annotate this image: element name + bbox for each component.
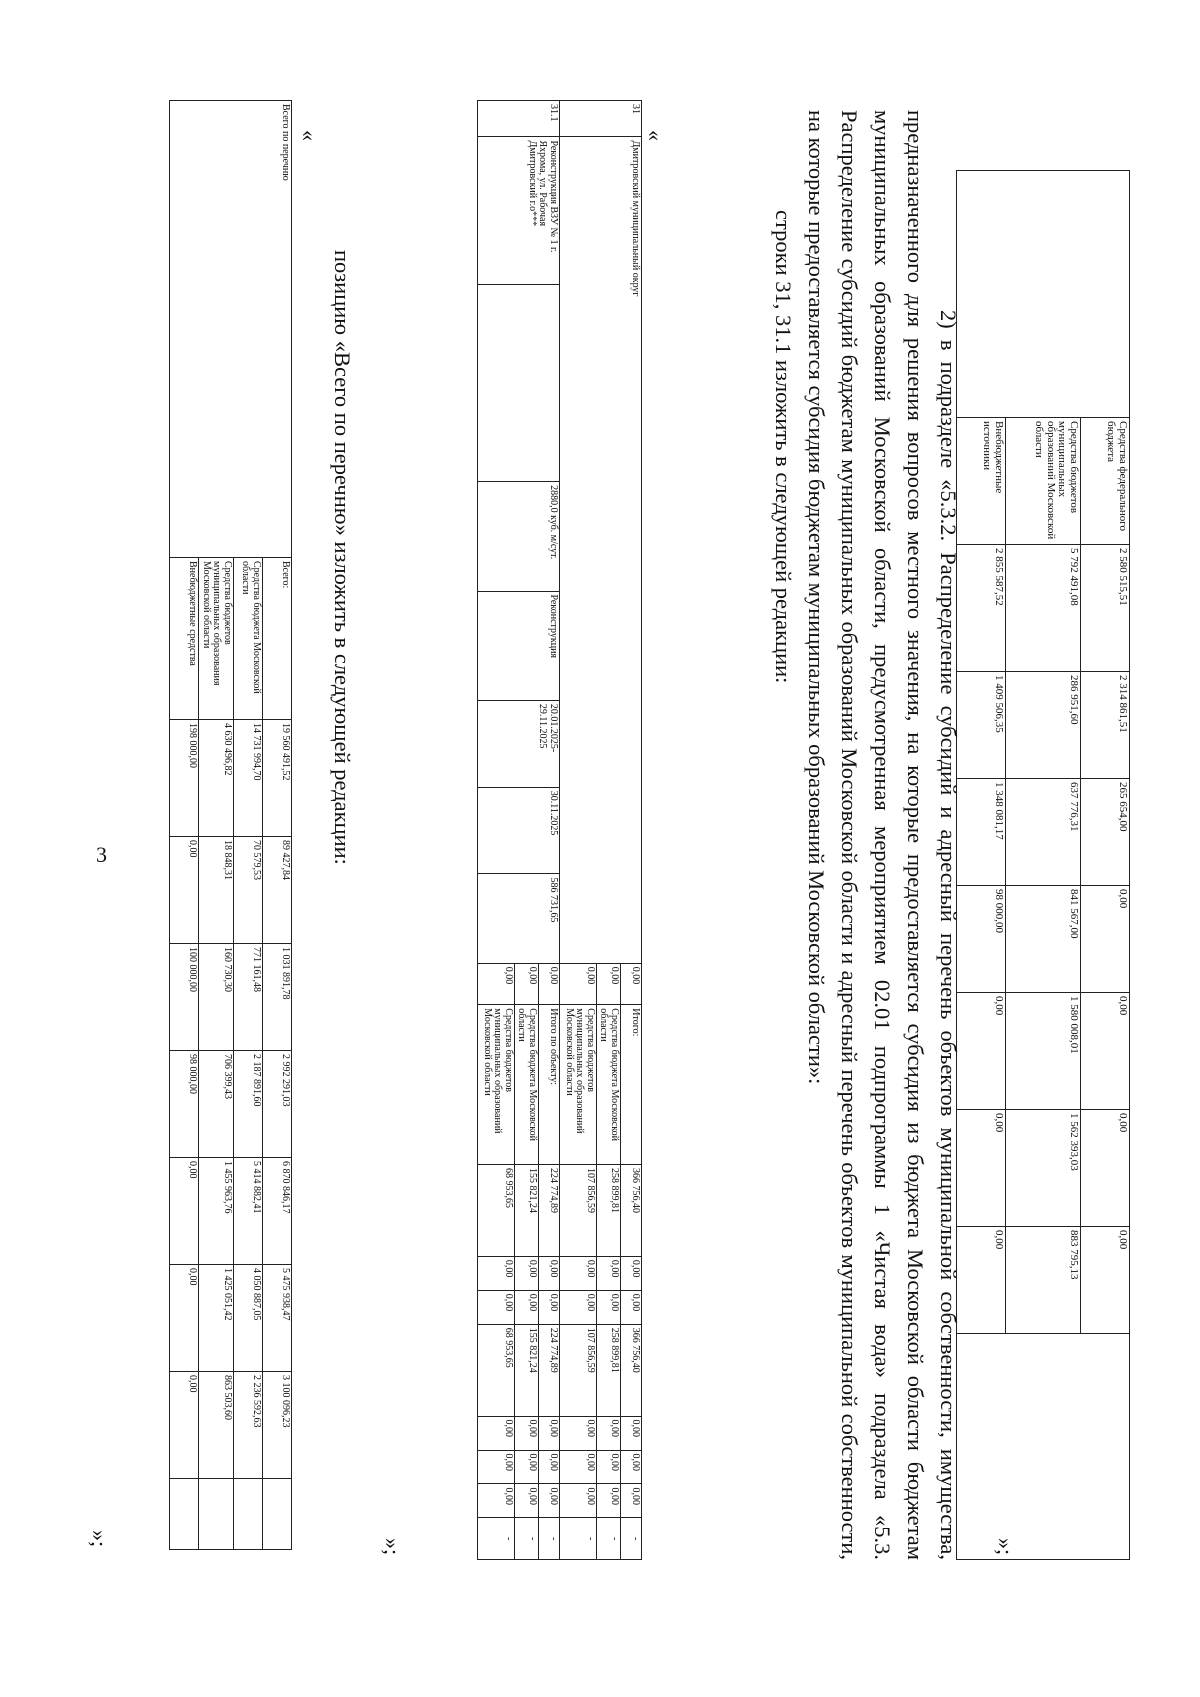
- table-cell: 0,00: [170, 1372, 199, 1479]
- table-row: [1081, 171, 1130, 1560]
- source-label: Средства бюджета Московской области: [515, 1005, 539, 1165]
- funding-table-continuation: [956, 170, 1130, 1560]
- table-cell: 0,00: [597, 1484, 621, 1518]
- table-cell: 0,00: [597, 963, 621, 1005]
- position-replacement-text: позицию «Всего по перечню» изложить в следующей редакции:: [330, 250, 355, 865]
- table-cell: 0,00: [515, 1290, 539, 1324]
- table-cell: 0,00: [539, 1484, 560, 1518]
- capacity: 2880,0 куб. м/сут.: [478, 482, 560, 591]
- table-cell: 863 503,60: [199, 1372, 234, 1479]
- table-cell: 89 427,84: [263, 837, 292, 944]
- closing-quote: »;: [380, 1538, 405, 1556]
- table-cell: 366 756,40: [621, 1324, 642, 1416]
- table-cell: 0,00: [957, 1110, 1006, 1227]
- table-cell: 0,00: [560, 1416, 597, 1450]
- table-cell: 1 409 506,35: [957, 672, 1006, 779]
- table-cell: 0,00: [170, 1265, 199, 1372]
- table-cell: 0,00: [539, 1290, 560, 1324]
- table-cell: 1 425 051,42: [199, 1265, 234, 1372]
- table-cell: 0,00: [560, 963, 597, 1005]
- source-label: Итого:: [621, 1005, 642, 1165]
- table-cell: 0,00: [539, 963, 560, 1005]
- table-row: [1006, 171, 1081, 1560]
- amendment-paragraph: [767, 110, 965, 1560]
- table-cell: 366 756,40: [621, 1165, 642, 1257]
- table-cell: 0,00: [1081, 1110, 1130, 1227]
- work-dates: 20.01.2025-29.11.2025: [478, 700, 560, 787]
- table-cell: 2 855 587,52: [957, 545, 1006, 672]
- table-cell: 14 731 994,70: [234, 720, 263, 837]
- source-label: Внебюджетные средства: [170, 558, 199, 720]
- source-label: Средства бюджета Московской области: [597, 1005, 621, 1165]
- table-cell: 224 774,89: [539, 1324, 560, 1416]
- table-row: [263, 101, 292, 1550]
- table-cell: 258 899,81: [597, 1165, 621, 1257]
- table-cell: 100 000,00: [170, 944, 199, 1051]
- table-cell: 155 821,24: [515, 1324, 539, 1416]
- table-cell: 5 475 938,47: [263, 1265, 292, 1372]
- table-cell: 0,00: [1081, 993, 1130, 1110]
- table-cell: 155 821,24: [515, 1165, 539, 1257]
- table-cell: 771 161,48: [234, 944, 263, 1051]
- table-cell: 5 414 882,41: [234, 1158, 263, 1265]
- paragraph-sub-text: строки 31, 31.1 изложить в следующей редакции:: [771, 210, 796, 684]
- table-cell: 2 314 861,51: [1081, 672, 1130, 779]
- end-date: 30.11.2025: [478, 787, 560, 874]
- table-cell: 68 953,65: [478, 1324, 515, 1416]
- table-cell: 0,00: [597, 1256, 621, 1290]
- table-cell: 0,00: [539, 1416, 560, 1450]
- table-cell: 107 856,59: [560, 1324, 597, 1416]
- table-cell: 0,00: [1081, 886, 1130, 993]
- paragraph-main-text: 2) в подразделе «5.3.2. Распределение субсидий и адресный перечень объектов муниципальной собственности, имущества, предназначенного для решения вопросов местного значения, на которые предоставляется субсидия из бюджета Московской области бюджетам муниципальных образований Московской области, предусмотренная мероприятием 02.01 подпрограммы 1 «Чистая вода» подраздела «5.3. Распределение субсидий бюджетам муниципальных образований Московской области и адресный перечень объектов муниципальной собственности, на которые предоставляется субсидия бюджетам муниципальных образований Московской области»:: [804, 110, 961, 1560]
- table-cell: 0,00: [539, 1450, 560, 1484]
- table-cell: 1 455 963,76: [199, 1158, 234, 1265]
- table-cell: -: [478, 1518, 515, 1560]
- row-number: 31: [560, 101, 642, 137]
- source-label: Средства бюджетов муниципальных образования Московской области: [199, 558, 234, 720]
- source-label: Средства бюджетов муниципальных образований Московской области: [1006, 418, 1081, 545]
- table-cell: 0,00: [170, 837, 199, 944]
- table-cell: 6 870 846,17: [263, 1158, 292, 1265]
- table-cell: 0,00: [478, 1290, 515, 1324]
- table-cell: 5 792 491,08: [1006, 545, 1081, 672]
- table-cell: 0,00: [560, 1450, 597, 1484]
- table-cell: -: [597, 1518, 621, 1560]
- table-cell: 0,00: [478, 1450, 515, 1484]
- closing-quote: »;: [87, 1530, 112, 1548]
- table-cell: 198 000,00: [170, 720, 199, 837]
- table-cell: 0,00: [957, 993, 1006, 1110]
- table-cell: 258 899,81: [597, 1324, 621, 1416]
- table-cell: 265 654,00: [1081, 779, 1130, 886]
- source-label: Средства бюджетов муниципальных образований Московской области: [478, 1005, 515, 1165]
- table-cell: 160 730,30: [199, 944, 234, 1051]
- table-cell: 98 000,00: [957, 886, 1006, 993]
- table-cell: 0,00: [515, 1450, 539, 1484]
- closing-quote: »;: [993, 1538, 1018, 1556]
- source-label: Всего:: [263, 558, 292, 720]
- total-table: [170, 100, 293, 1550]
- table-cell: 0,00: [515, 963, 539, 1005]
- table-cell: -: [515, 1518, 539, 1560]
- table-cell: -: [560, 1518, 597, 1560]
- table-cell: 841 567,00: [1006, 886, 1081, 993]
- table-cell: 0,00: [957, 1227, 1006, 1334]
- table-cell: 2 580 515,51: [1081, 545, 1130, 672]
- table-cell: 224 774,89: [539, 1165, 560, 1257]
- table-cell: 3 100 096,23: [263, 1372, 292, 1479]
- rotated-landscape-content: [70, 90, 1130, 1580]
- table-cell: 706 399,43: [199, 1051, 234, 1158]
- table-cell: 0,00: [560, 1484, 597, 1518]
- work-type: Реконструкция: [478, 591, 560, 700]
- table-cell: 0,00: [621, 1450, 642, 1484]
- table-cell: 4 630 496,82: [199, 720, 234, 837]
- source-label: Средства федерального бюджета: [1081, 418, 1130, 545]
- source-label: Итого по объекту:: [539, 1005, 560, 1165]
- table-cell: 1 580 008,01: [1006, 993, 1081, 1110]
- table-cell: 0,00: [515, 1484, 539, 1518]
- table-cell: 0,00: [560, 1290, 597, 1324]
- table-cell: 0,00: [560, 1256, 597, 1290]
- source-label: Средства бюджетов муниципальных образований Московской области: [560, 1005, 597, 1165]
- table-cell: 0,00: [621, 1484, 642, 1518]
- table-cell: 2 236 592,63: [234, 1372, 263, 1479]
- table-cell: 0,00: [170, 1158, 199, 1265]
- table-cell: 0,00: [515, 1256, 539, 1290]
- table-cell: 0,00: [597, 1416, 621, 1450]
- table-cell: 4 050 887,05: [234, 1265, 263, 1372]
- table-cell: 2 187 891,60: [234, 1051, 263, 1158]
- table-cell: 2 992 291,03: [263, 1051, 292, 1158]
- object-cost: 586 731,65: [478, 874, 560, 963]
- table-cell: 0,00: [515, 1416, 539, 1450]
- table-cell: 0,00: [621, 963, 642, 1005]
- table-cell: 0,00: [597, 1450, 621, 1484]
- object-name: Реконструкция ВЗУ № 1 г. Яхрома, ул. Рабочая Дмитровский г.о***: [478, 137, 560, 284]
- table-cell: 70 579,53: [234, 837, 263, 944]
- table-cell: 637 776,31: [1006, 779, 1081, 886]
- table-cell: 1 031 891,78: [263, 944, 292, 1051]
- table-cell: 1 562 393,03: [1006, 1110, 1081, 1227]
- table-row: [539, 101, 560, 1560]
- table-cell: 0,00: [1081, 1227, 1130, 1334]
- table-cell: 0,00: [621, 1256, 642, 1290]
- table-cell: 0,00: [597, 1290, 621, 1324]
- rows-31-table: [477, 100, 642, 1560]
- municipality-name: Дмитровский муниципальный округ: [560, 137, 642, 963]
- table-cell: 0,00: [478, 963, 515, 1005]
- source-label: Внебюджетные источники: [957, 418, 1006, 545]
- page-number: 3: [96, 842, 107, 867]
- table-cell: 18 848,31: [199, 837, 234, 944]
- table-cell: 0,00: [478, 1256, 515, 1290]
- table-cell: 107 856,59: [560, 1165, 597, 1257]
- table-cell: 19 560 491,52: [263, 720, 292, 837]
- row-number: 31.1: [478, 101, 560, 137]
- table-cell: 0,00: [621, 1416, 642, 1450]
- source-label: Средства бюджета Московской области: [234, 558, 263, 720]
- table-cell: 1 348 081,17: [957, 779, 1006, 886]
- opening-quote: «: [643, 130, 668, 141]
- table-cell: 286 951,60: [1006, 672, 1081, 779]
- table-cell: -: [539, 1518, 560, 1560]
- table-cell: 0,00: [478, 1416, 515, 1450]
- table-row: [621, 101, 642, 1560]
- table-cell: 883 795,13: [1006, 1227, 1081, 1334]
- table-cell: 98 000,00: [170, 1051, 199, 1158]
- table-cell: 0,00: [539, 1256, 560, 1290]
- table-cell: 0,00: [478, 1484, 515, 1518]
- opening-quote: «: [297, 130, 322, 141]
- table-cell: 0,00: [621, 1290, 642, 1324]
- table-cell: 68 953,65: [478, 1165, 515, 1257]
- table-cell: -: [621, 1518, 642, 1560]
- total-label: Всего по перечню: [170, 101, 292, 558]
